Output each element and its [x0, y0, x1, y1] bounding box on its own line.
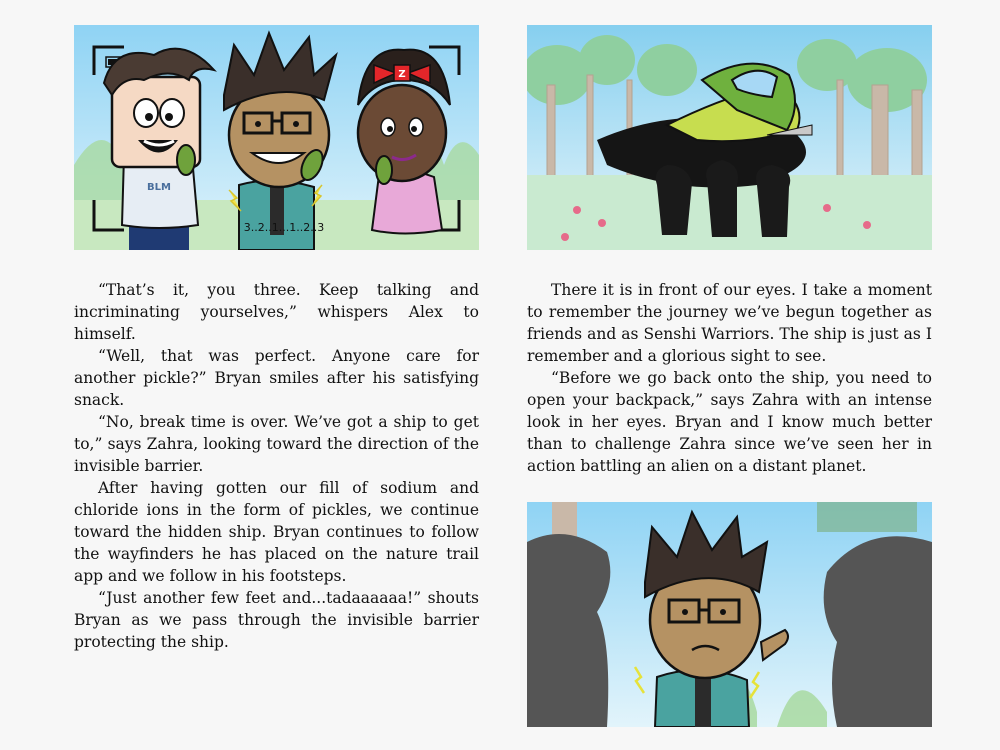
right-silhouette [824, 536, 932, 727]
right-page-text [527, 279, 932, 477]
spaceship-illustration [527, 25, 932, 250]
left-paragraph-1: “That’s it, you three. Keep talking and incriminating yourselves,” whispers Alex to himself. [74, 281, 479, 343]
bryan-closeup-illustration [527, 502, 932, 727]
left-page-text [74, 279, 479, 653]
three-silhouettes [656, 160, 790, 237]
countdown-text: 3..2..1...1..2..3 [243, 221, 325, 234]
left-paragraph-4: After having gotten our fill of sodium and chloride ions in the form of pickles, we continue toward the hidden ship. Bryan continues to follow the wayfinders he has placed on the nature trail app and we follow in his footsteps. [74, 479, 479, 585]
bow-letter: Z [398, 69, 406, 80]
selfie-illustration [74, 25, 479, 250]
right-paragraph-1: There it is in front of our eyes. I take a moment to remember the journey we’ve begun together as friends and as Senshi Warriors. The ship is just as I remember and a glorious sight to see. [527, 281, 932, 365]
left-silhouette [527, 534, 610, 727]
left-paragraph-5: “Just another few feet and...tadaaaaaa!” shouts Bryan as we pass through the invisible barrier protecting the ship. [74, 589, 479, 651]
left-paragraph-2: “Well, that was perfect. Anyone care for another pickle?” Bryan smiles after his satisfying snack. [74, 347, 479, 409]
left-paragraph-3: “No, break time is over. We’ve got a ship to get to,” says Zahra, looking toward the direction of the invisible barrier. [74, 413, 479, 475]
right-paragraph-2: “Before we go back onto the ship, you need to open your backpack,” says Zahra with an intense look in her eyes. Bryan and I know much better than to challenge Zahra since we’ve seen her in action battling an alien on a distant planet. [527, 369, 932, 475]
shirt-text: BLM [147, 182, 171, 193]
